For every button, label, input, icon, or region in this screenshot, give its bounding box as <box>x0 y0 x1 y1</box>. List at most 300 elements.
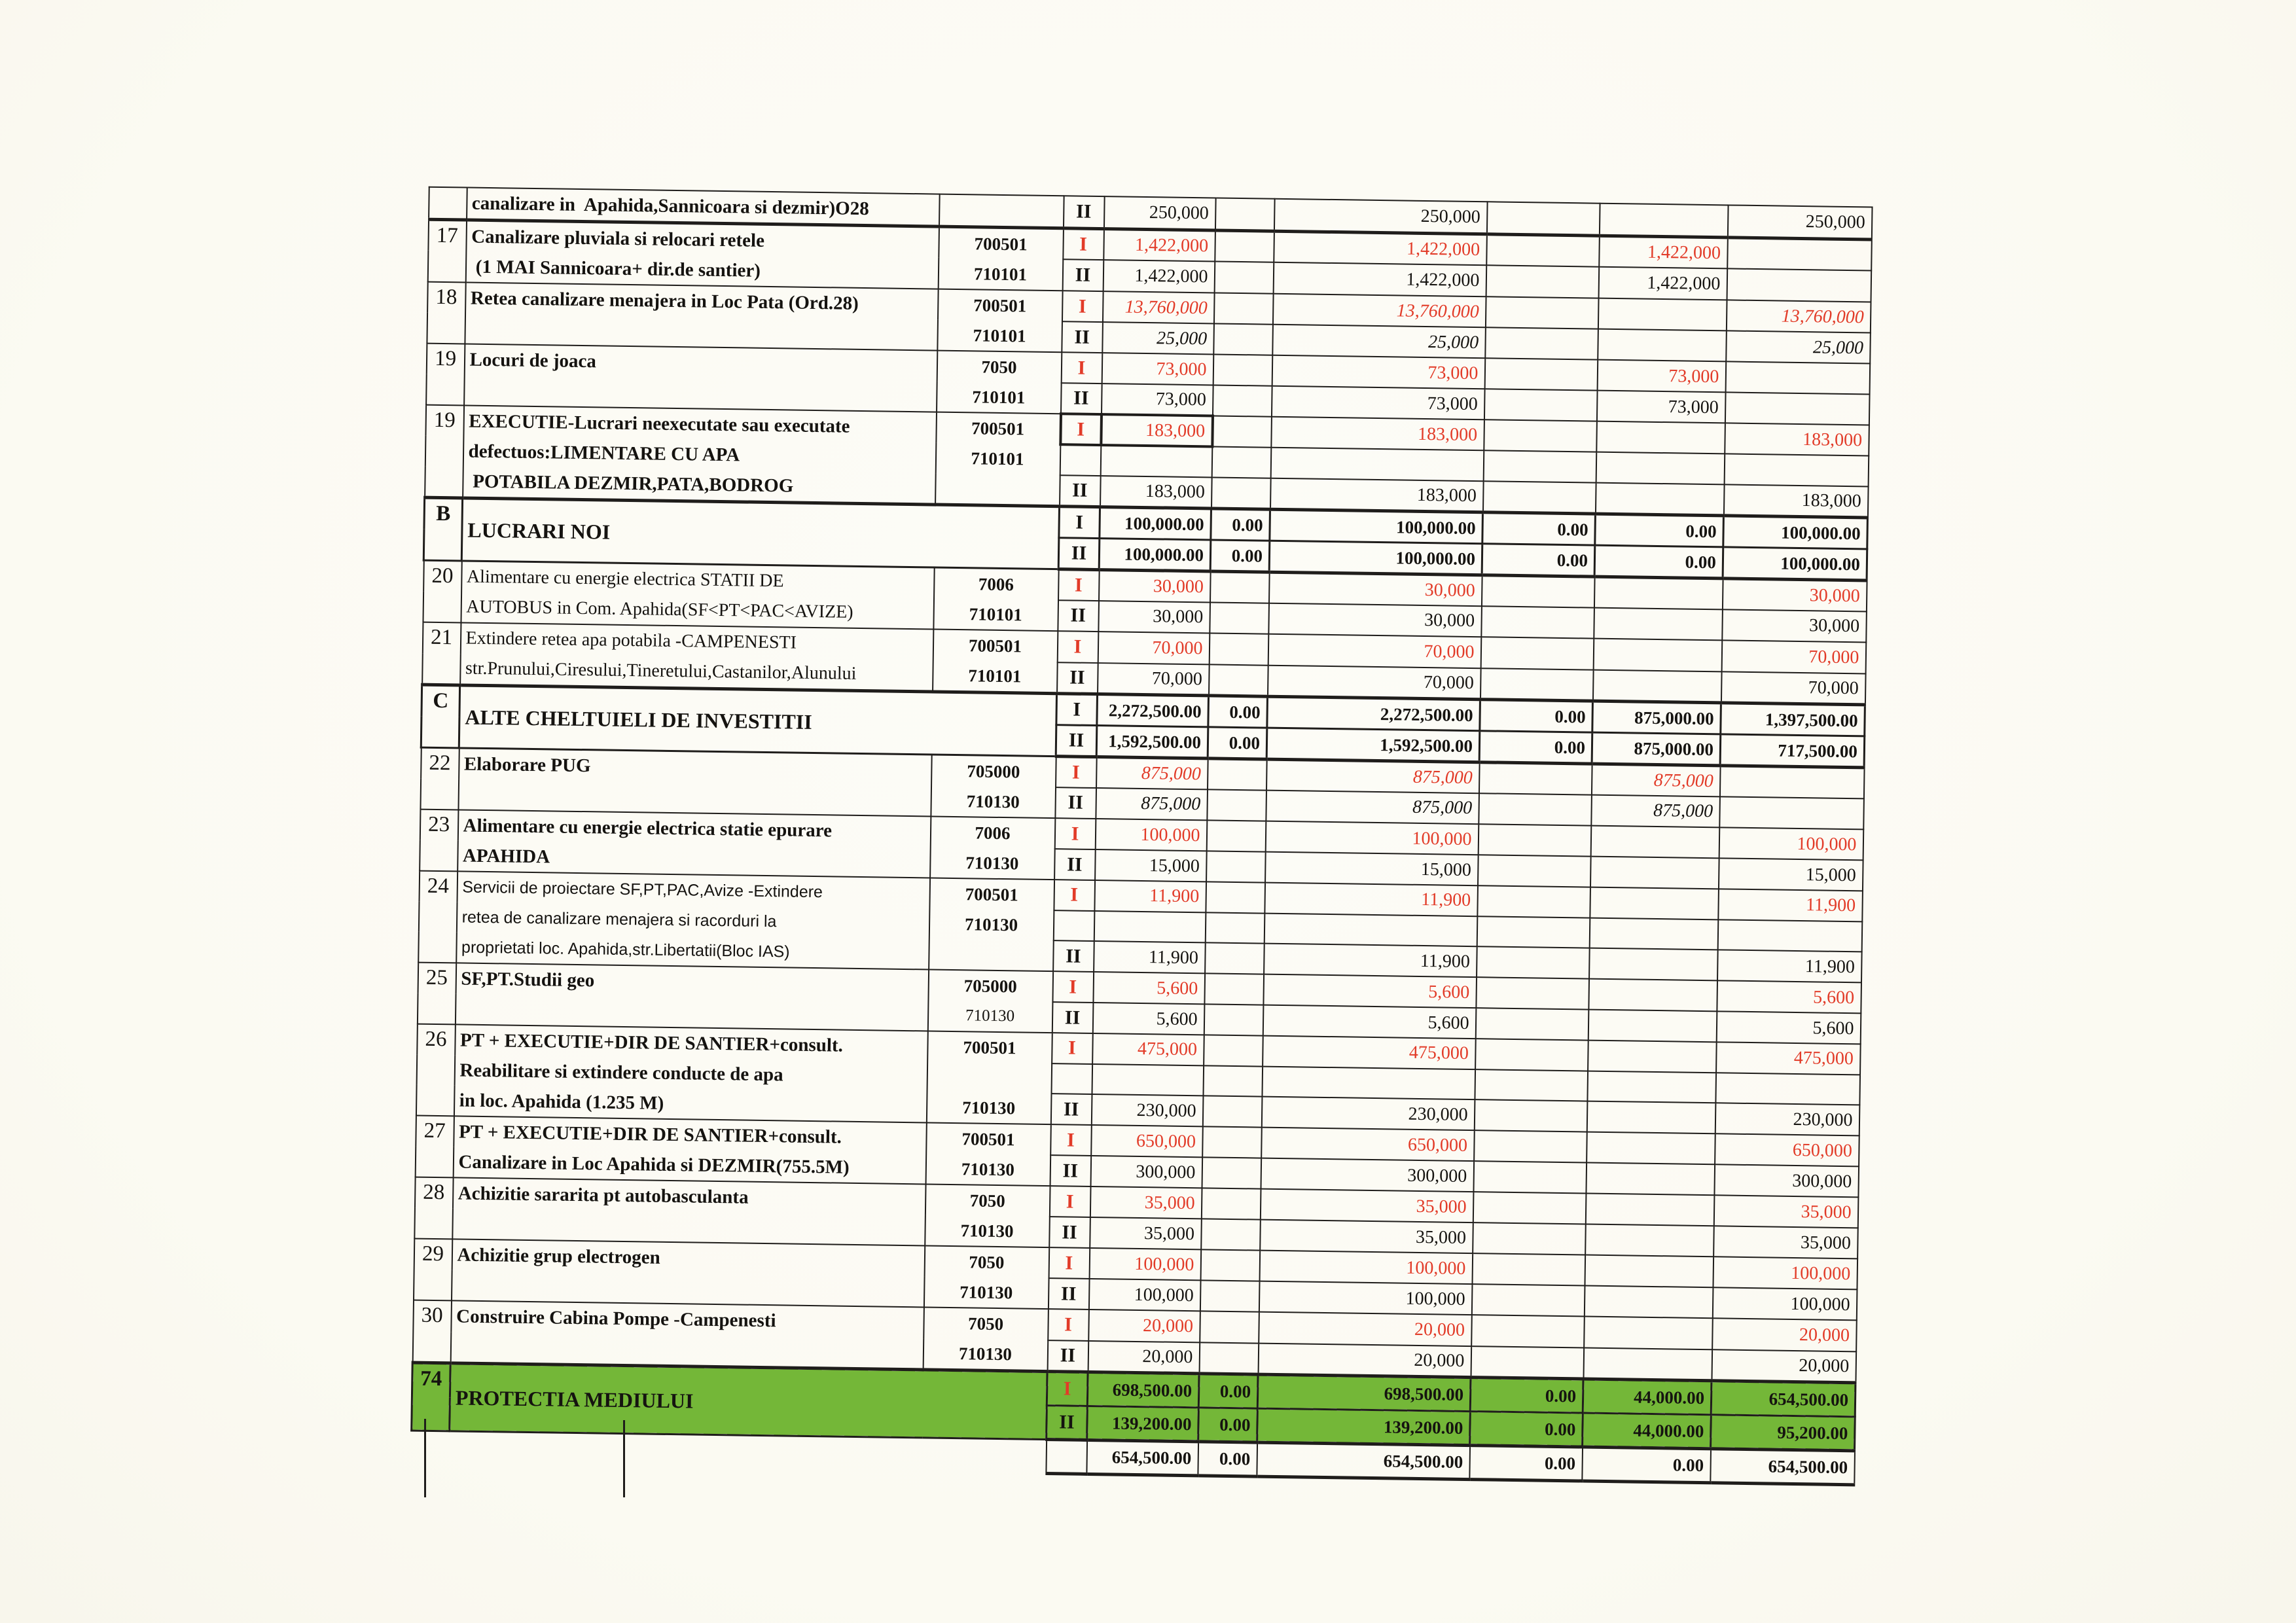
section-title-cell: ALTE CHELTUIELI DE INVESTITII <box>459 685 1056 757</box>
budget-code <box>936 473 1059 505</box>
value-cell-col5 <box>1594 607 1723 640</box>
budget-code-cell <box>937 351 1062 414</box>
value-cell-col3: 35,000 <box>1260 1220 1473 1254</box>
value-cell-col1: 20,000 <box>1088 1310 1200 1342</box>
value-cell-col6: 95,200.00 <box>1711 1415 1856 1451</box>
value-cell-col1: 15,000 <box>1095 849 1207 882</box>
value-cell-col2 <box>1203 1065 1263 1097</box>
value-cell-col2 <box>1201 1219 1261 1250</box>
value-cell-col4 <box>1475 1008 1588 1040</box>
row-number-cell: 30 <box>412 1300 451 1363</box>
budget-table-body <box>411 187 1872 1485</box>
value-cell-col1: 30,000 <box>1099 570 1211 603</box>
value-cell-col4 <box>1485 296 1598 329</box>
value-cell-col2: 0.00 <box>1211 508 1270 541</box>
description-line: retea de canalizare menajera si racorduri la <box>461 908 777 931</box>
value-cell-col1: 1,592,500.00 <box>1096 726 1208 758</box>
row-number-cell: 27 <box>415 1116 454 1178</box>
value-cell-col2 <box>1210 571 1270 603</box>
description-line: APAHIDA <box>462 845 550 868</box>
value-cell-col2 <box>1205 943 1265 974</box>
value-cell-col4: 0.00 <box>1482 544 1595 577</box>
value-cell-col3: 30,000 <box>1268 572 1482 606</box>
value-cell-col5 <box>1598 329 1727 362</box>
budget-code: 710130 <box>958 1344 1013 1364</box>
description-line: str.Prunului,Ciresului,Tineretului,Castanilor,Alunului <box>465 658 857 684</box>
description-line: Extindere retea apa potabila -CAMPENESTI <box>465 628 797 653</box>
value-cell-col1: 100,000 <box>1095 819 1207 851</box>
budget-code: 710130 <box>965 853 1019 874</box>
description-cell <box>450 1300 924 1370</box>
value-cell-col2 <box>1213 293 1273 324</box>
budget-code: 710101 <box>972 387 1026 408</box>
value-cell-col1: 698,500.00 <box>1087 1372 1199 1407</box>
value-cell-col6: 35,000 <box>1713 1226 1858 1258</box>
value-cell-col3: 73,000 <box>1272 355 1485 389</box>
phase-roman-numeral-cell: I <box>1056 694 1098 726</box>
budget-code: 7006 <box>975 823 1011 844</box>
description-cell <box>458 748 931 817</box>
budget-code: 710130 <box>964 914 1018 935</box>
description-cell <box>460 622 933 692</box>
value-cell-col3: 250,000 <box>1274 199 1487 234</box>
value-cell-col3: 183,000 <box>1271 417 1484 451</box>
value-cell-col4 <box>1471 1284 1585 1316</box>
value-cell-col3: 25,000 <box>1272 325 1486 359</box>
description-line: AUTOBUS in Com. Apahida(SF<PT<PAC<AVIZE) <box>466 596 853 622</box>
budget-code-cell <box>924 1245 1049 1309</box>
row-number-cell: 29 <box>413 1239 452 1301</box>
value-cell-col2 <box>1201 1188 1261 1219</box>
value-cell-col3: 15,000 <box>1265 852 1479 886</box>
value-cell-col1: 875,000 <box>1096 757 1208 790</box>
value-cell-col3: 30,000 <box>1268 603 1482 637</box>
row-number-cell: 19 <box>426 344 465 406</box>
value-cell-col3: 13,760,000 <box>1272 294 1486 328</box>
budget-code-cell <box>929 878 1054 971</box>
value-cell-col1: 11,900 <box>1094 941 1206 973</box>
value-cell-col4: 0.00 <box>1470 1412 1583 1447</box>
budget-code: 705000 <box>963 976 1017 997</box>
value-cell-col1: 100,000 <box>1089 1248 1201 1280</box>
value-cell-col3: 20,000 <box>1259 1312 1472 1346</box>
value-cell-col3: 5,600 <box>1263 1005 1476 1039</box>
budget-code: 710130 <box>961 1159 1015 1180</box>
value-cell-col5: 73,000 <box>1597 360 1726 393</box>
value-cell-col3: 1,592,500.00 <box>1266 728 1480 762</box>
value-cell-col5 <box>1587 1071 1716 1103</box>
value-cell-col4 <box>1473 1161 1587 1193</box>
value-cell-col3: 11,900 <box>1265 883 1478 916</box>
budget-code <box>940 195 1064 227</box>
value-cell-col3: 5,600 <box>1263 974 1477 1008</box>
value-cell-col2 <box>1202 1126 1262 1158</box>
phase-roman-numeral-cell: II <box>1047 1406 1088 1440</box>
phase-roman-numeral-cell: II <box>1048 1278 1089 1310</box>
budget-code: 710101 <box>973 325 1026 346</box>
value-cell-col6 <box>1725 392 1869 425</box>
budget-code-cell <box>933 630 1058 694</box>
value-cell-col2 <box>1200 1280 1259 1311</box>
budget-code-cell <box>931 755 1056 818</box>
value-cell-col2: 0.00 <box>1208 727 1267 759</box>
value-cell-col6: 100,000 <box>1719 827 1863 860</box>
budget-code: 7050 <box>967 1313 1004 1334</box>
value-cell-col6 <box>1724 454 1869 487</box>
value-cell-col5 <box>1588 1010 1717 1043</box>
value-cell-col3: 100,000 <box>1265 821 1479 855</box>
value-cell-col5 <box>1599 204 1728 238</box>
phase-roman-numeral-cell: II <box>1057 662 1098 694</box>
value-cell-col3: 100,000.00 <box>1270 509 1483 544</box>
value-cell-col6: 25,000 <box>1726 330 1871 363</box>
value-cell-col1: 1,422,000 <box>1103 260 1215 293</box>
description-line: canalizare in Apahida,Sannicoara si dezmir)O28 <box>471 192 869 220</box>
value-cell-col1: 183,000 <box>1100 476 1212 508</box>
budget-code-cell <box>937 289 1062 353</box>
value-cell-col4 <box>1477 916 1590 948</box>
phase-roman-numeral-cell: I <box>1050 1124 1092 1156</box>
value-cell-col5 <box>1590 826 1719 859</box>
value-cell-col4 <box>1484 419 1597 452</box>
budget-code: 700501 <box>968 635 1022 656</box>
phase-roman-numeral-cell: II <box>1062 321 1103 353</box>
value-cell-col1: 300,000 <box>1090 1156 1202 1188</box>
description-line: POTABILA DEZMIR,PATA,BODROG <box>467 471 794 497</box>
value-cell-col4 <box>1478 824 1591 856</box>
description-line: Canalizare pluviala si relocari retele <box>471 226 765 251</box>
phase-roman-numeral-cell: II <box>1049 1217 1090 1248</box>
value-cell-col5 <box>1594 577 1723 609</box>
row-number-cell: C <box>421 685 459 748</box>
description-line: Alimentare cu energie electrica statie epurare <box>463 815 833 842</box>
row-number-cell: 28 <box>414 1177 453 1240</box>
value-cell-col3 <box>1264 913 1477 946</box>
value-cell-col5: 875,000.00 <box>1592 732 1721 766</box>
value-cell-col6: 100,000.00 <box>1723 516 1868 549</box>
value-cell-col1: 30,000 <box>1098 601 1210 633</box>
value-cell-col4: 0.00 <box>1482 512 1596 545</box>
phase-roman-numeral-cell: I <box>1048 1309 1089 1341</box>
budget-code: 700501 <box>971 418 1025 439</box>
budget-code: 7050 <box>981 357 1017 378</box>
budget-code-cell <box>939 194 1064 228</box>
value-cell-col6: 717,500.00 <box>1720 734 1865 768</box>
value-cell-col1: 654,500.00 <box>1086 1440 1198 1475</box>
value-cell-col3: 73,000 <box>1271 386 1484 420</box>
description-line: Reabilitare si extindere conducte de apa <box>459 1060 783 1086</box>
phase-roman-numeral-cell: II <box>1050 1094 1092 1125</box>
value-cell-col3: 20,000 <box>1258 1343 1471 1377</box>
value-cell-col3: 139,200.00 <box>1257 1408 1471 1446</box>
value-cell-col3: 875,000 <box>1266 759 1480 793</box>
budget-code-cell <box>925 1184 1050 1247</box>
value-cell-col4 <box>1473 1192 1586 1224</box>
value-cell-col4 <box>1471 1315 1585 1347</box>
budget-code: 710101 <box>968 666 1022 687</box>
value-cell-col1 <box>1094 911 1206 943</box>
value-cell-col5: 875,000 <box>1591 794 1720 827</box>
value-cell-col3: 1,422,000 <box>1273 262 1486 296</box>
value-cell-col5 <box>1588 1041 1717 1073</box>
description-cell <box>454 1024 927 1122</box>
value-cell-col1: 875,000 <box>1096 788 1208 821</box>
phase-roman-numeral-cell: II <box>1062 259 1103 291</box>
value-cell-col6: 654,500.00 <box>1710 1449 1855 1485</box>
description-line: Achizitie grup electrogen <box>457 1244 660 1268</box>
value-cell-col1: 11,900 <box>1094 880 1206 912</box>
description-line: Canalizare in Loc Apahida si DEZMIR(755.5M) <box>458 1151 850 1178</box>
phase-roman-numeral-cell: II <box>1056 725 1097 757</box>
budget-code-cell <box>930 816 1055 880</box>
value-cell-col6: 183,000 <box>1725 423 1869 455</box>
value-cell-col4 <box>1483 450 1596 483</box>
value-cell-col1: 1,422,000 <box>1103 229 1215 262</box>
value-cell-col5 <box>1595 483 1724 516</box>
value-cell-col5 <box>1585 1224 1714 1257</box>
value-cell-col5 <box>1590 887 1719 919</box>
value-cell-col4 <box>1477 885 1590 918</box>
description-cell <box>456 871 930 969</box>
value-cell-col4 <box>1477 946 1590 978</box>
value-cell-col6: 5,600 <box>1717 980 1861 1013</box>
value-cell-col5 <box>1590 857 1719 889</box>
value-cell-col6: 100,000 <box>1712 1287 1857 1320</box>
value-cell-col5 <box>1583 1347 1712 1380</box>
row-number-cell: 26 <box>416 1024 455 1116</box>
value-cell-col2: 0.00 <box>1210 540 1270 572</box>
value-cell-col6: 475,000 <box>1716 1042 1861 1075</box>
value-cell-col5: 875,000 <box>1591 764 1720 796</box>
value-cell-col2 <box>1214 262 1274 294</box>
value-cell-col5 <box>1589 918 1718 950</box>
description-line: Elaborare PUG <box>463 753 591 777</box>
budget-code: 7050 <box>969 1190 1005 1211</box>
value-cell-col5: 44,000.00 <box>1583 1413 1712 1449</box>
description-line: Alimentare cu energie electrica STATII DE <box>466 566 784 592</box>
value-cell-col1: 100,000 <box>1088 1279 1200 1311</box>
value-cell-col4: 0.00 <box>1470 1378 1583 1413</box>
value-cell-col3: 654,500.00 <box>1257 1442 1470 1480</box>
value-cell-col2: 0.00 <box>1198 1442 1257 1476</box>
phase-roman-numeral-cell: II <box>1050 1155 1091 1186</box>
value-cell-col1: 5,600 <box>1093 972 1205 1004</box>
value-cell-col6: 300,000 <box>1714 1164 1859 1197</box>
description-cell <box>457 810 931 878</box>
value-cell-col5 <box>1587 1101 1715 1133</box>
section-title-cell: LUCRARI NOI <box>461 498 1059 569</box>
budget-code <box>927 1061 1051 1094</box>
value-cell-col4 <box>1478 855 1591 887</box>
value-cell-col4 <box>1472 1253 1585 1285</box>
value-cell-col6: 230,000 <box>1715 1103 1859 1136</box>
description-line: Retea canalizare menajera in Loc Pata (Ord.28) <box>470 287 859 314</box>
budget-code: 710130 <box>965 1007 1015 1026</box>
phase-roman-numeral-cell: II <box>1061 383 1102 414</box>
budget-code: 710101 <box>969 604 1022 625</box>
value-cell-col5: 73,000 <box>1596 391 1725 423</box>
value-cell-col6: 15,000 <box>1718 858 1863 891</box>
description-cell <box>451 1239 924 1307</box>
phase-roman-numeral-cell: I <box>1052 1033 1093 1064</box>
row-number-cell: 74 <box>412 1363 450 1431</box>
value-cell-col5 <box>1585 1255 1713 1288</box>
value-cell-col5: 0.00 <box>1595 514 1724 547</box>
description-line: PT + EXECUTIE+DIR DE SANTIER+consult. <box>459 1029 844 1056</box>
budget-code-cell <box>926 1031 1052 1124</box>
value-cell-col4 <box>1484 389 1597 421</box>
phase-roman-numeral-cell: I <box>1054 818 1096 849</box>
value-cell-col5 <box>1593 639 1722 671</box>
value-cell-col3 <box>1270 448 1484 482</box>
value-cell-col3: 100,000 <box>1259 1281 1472 1315</box>
value-cell-col4 <box>1474 1130 1587 1162</box>
value-cell-col6: 20,000 <box>1712 1318 1857 1351</box>
value-cell-col1: 70,000 <box>1098 632 1210 664</box>
value-cell-col4 <box>1486 266 1599 298</box>
value-cell-col2 <box>1209 633 1268 665</box>
value-cell-col4 <box>1480 668 1593 701</box>
description-line: in loc. Apahida (1.235 M) <box>459 1090 664 1114</box>
value-cell-col6: 250,000 <box>1727 205 1872 240</box>
budget-code: 700501 <box>961 1129 1015 1150</box>
phase-roman-numeral-cell: I <box>1058 569 1100 601</box>
value-cell-col6: 20,000 <box>1712 1349 1856 1383</box>
budget-code: 710130 <box>966 791 1020 812</box>
description-cell <box>465 282 938 350</box>
value-cell-col5: 44,000.00 <box>1583 1379 1712 1415</box>
description-line: defectuos:LIMENTARE CU APA <box>468 440 740 466</box>
value-cell-col2 <box>1209 664 1268 696</box>
value-cell-col1: 35,000 <box>1090 1217 1202 1249</box>
value-cell-col4 <box>1486 234 1600 267</box>
value-cell-col4 <box>1476 977 1589 1009</box>
budget-code-cell <box>925 1122 1050 1186</box>
phase-roman-numeral-cell: II <box>1060 476 1101 507</box>
value-cell-col6: 13,760,000 <box>1726 300 1871 332</box>
value-cell-col4 <box>1479 762 1592 795</box>
description-cell <box>464 344 937 412</box>
value-cell-col6: 654,500.00 <box>1711 1381 1856 1417</box>
value-cell-col4 <box>1474 1099 1587 1132</box>
value-cell-col5 <box>1596 452 1725 485</box>
description-cell <box>452 1177 925 1245</box>
phase-roman-numeral-cell: I <box>1054 880 1095 911</box>
value-cell-col1 <box>1092 1064 1204 1096</box>
value-cell-col3: 230,000 <box>1261 1097 1475 1130</box>
phase-roman-numeral-cell: II <box>1058 600 1099 632</box>
description-line: Construire Cabina Pompe -Campenesti <box>456 1306 776 1332</box>
value-cell-col2: 0.00 <box>1198 1408 1258 1442</box>
value-cell-col2 <box>1206 882 1265 913</box>
value-cell-col2 <box>1207 789 1266 821</box>
value-cell-col1: 25,000 <box>1102 322 1214 354</box>
value-cell-col1: 250,000 <box>1103 196 1215 230</box>
value-cell-col1: 139,200.00 <box>1087 1406 1199 1441</box>
value-cell-col6 <box>1717 919 1862 952</box>
value-cell-col6 <box>1715 1073 1860 1105</box>
phase-roman-numeral-cell: II <box>1055 787 1096 819</box>
value-cell-col2 <box>1204 973 1264 1005</box>
value-cell-col3: 875,000 <box>1266 790 1479 824</box>
row-number-cell: 23 <box>420 810 458 872</box>
budget-code: 7006 <box>978 574 1014 595</box>
value-cell-col5 <box>1588 979 1717 1012</box>
value-cell-col3: 698,500.00 <box>1257 1374 1471 1412</box>
budget-code-cell <box>933 567 1058 631</box>
value-cell-col4: 0.00 <box>1479 731 1592 764</box>
phase-roman-numeral-cell: I <box>1049 1247 1090 1279</box>
next-row-inner-border-stub <box>623 1420 625 1497</box>
value-cell-col2 <box>1204 1035 1263 1066</box>
value-cell-col4 <box>1475 1069 1588 1101</box>
value-cell-col4: 0.00 <box>1480 700 1593 732</box>
budget-code: 700501 <box>973 295 1027 316</box>
value-cell-col5 <box>1596 421 1725 454</box>
value-cell-col1: 230,000 <box>1091 1094 1203 1126</box>
value-cell-col3: 300,000 <box>1261 1158 1474 1192</box>
value-cell-col6: 11,900 <box>1718 889 1863 921</box>
value-cell-col1: 100,000.00 <box>1099 539 1211 571</box>
value-cell-col5: 0.00 <box>1582 1447 1711 1483</box>
budget-code: 700501 <box>974 234 1028 255</box>
description-line: SF,PT.Studii geo <box>461 968 595 991</box>
description-line: Servicii de proiectare SF,PT,PAC,Avize -Extindere <box>462 878 823 902</box>
phase-roman-numeral-cell <box>1053 910 1094 942</box>
value-cell-col2 <box>1210 602 1269 634</box>
value-cell-col2 <box>1208 758 1267 791</box>
value-cell-col4 <box>1473 1222 1586 1255</box>
value-cell-col5 <box>1598 298 1727 331</box>
value-cell-col2 <box>1202 1096 1262 1128</box>
phase-roman-numeral-cell: I <box>1049 1186 1090 1217</box>
phase-roman-numeral-cell: I <box>1057 631 1098 663</box>
investment-budget-table <box>410 187 1873 1487</box>
value-cell-col6: 1,397,500.00 <box>1721 703 1865 736</box>
value-cell-col1: 100,000.00 <box>1100 507 1211 540</box>
row-number-cell: B <box>423 497 462 561</box>
phase-roman-numeral-cell <box>1046 1440 1087 1474</box>
budget-code: 700501 <box>963 1037 1016 1058</box>
row-number-cell: 18 <box>427 282 465 344</box>
row-number-cell <box>429 187 467 220</box>
value-cell-col4 <box>1482 482 1596 514</box>
value-cell-col5 <box>1584 1317 1713 1349</box>
value-cell-col1: 2,272,500.00 <box>1097 694 1209 727</box>
description-cell <box>465 220 939 289</box>
value-cell-col4 <box>1481 575 1594 608</box>
value-cell-col4: 0.00 <box>1469 1446 1583 1481</box>
value-cell-col2 <box>1213 323 1273 355</box>
value-cell-col4 <box>1485 327 1598 359</box>
value-cell-col3: 2,272,500.00 <box>1267 696 1480 731</box>
value-cell-col5 <box>1589 948 1718 980</box>
value-cell-col6 <box>1727 238 1872 271</box>
value-cell-col5: 0.00 <box>1594 545 1723 579</box>
value-cell-col1 <box>1100 445 1212 478</box>
value-cell-col6 <box>1727 269 1871 302</box>
budget-code-cell <box>923 1307 1048 1371</box>
value-cell-col2: 0.00 <box>1198 1374 1258 1408</box>
value-cell-col1: 183,000 <box>1101 414 1213 447</box>
value-cell-col6: 11,900 <box>1717 950 1862 983</box>
budget-code: 7050 <box>969 1252 1005 1273</box>
value-cell-col4 <box>1484 358 1598 390</box>
budget-code: 710130 <box>960 1221 1014 1241</box>
description-line: (1 MAI Sannicoara+ dir.de santier) <box>471 256 761 281</box>
budget-code: 710130 <box>961 1097 1016 1118</box>
phase-roman-numeral-cell: I <box>1059 507 1100 539</box>
